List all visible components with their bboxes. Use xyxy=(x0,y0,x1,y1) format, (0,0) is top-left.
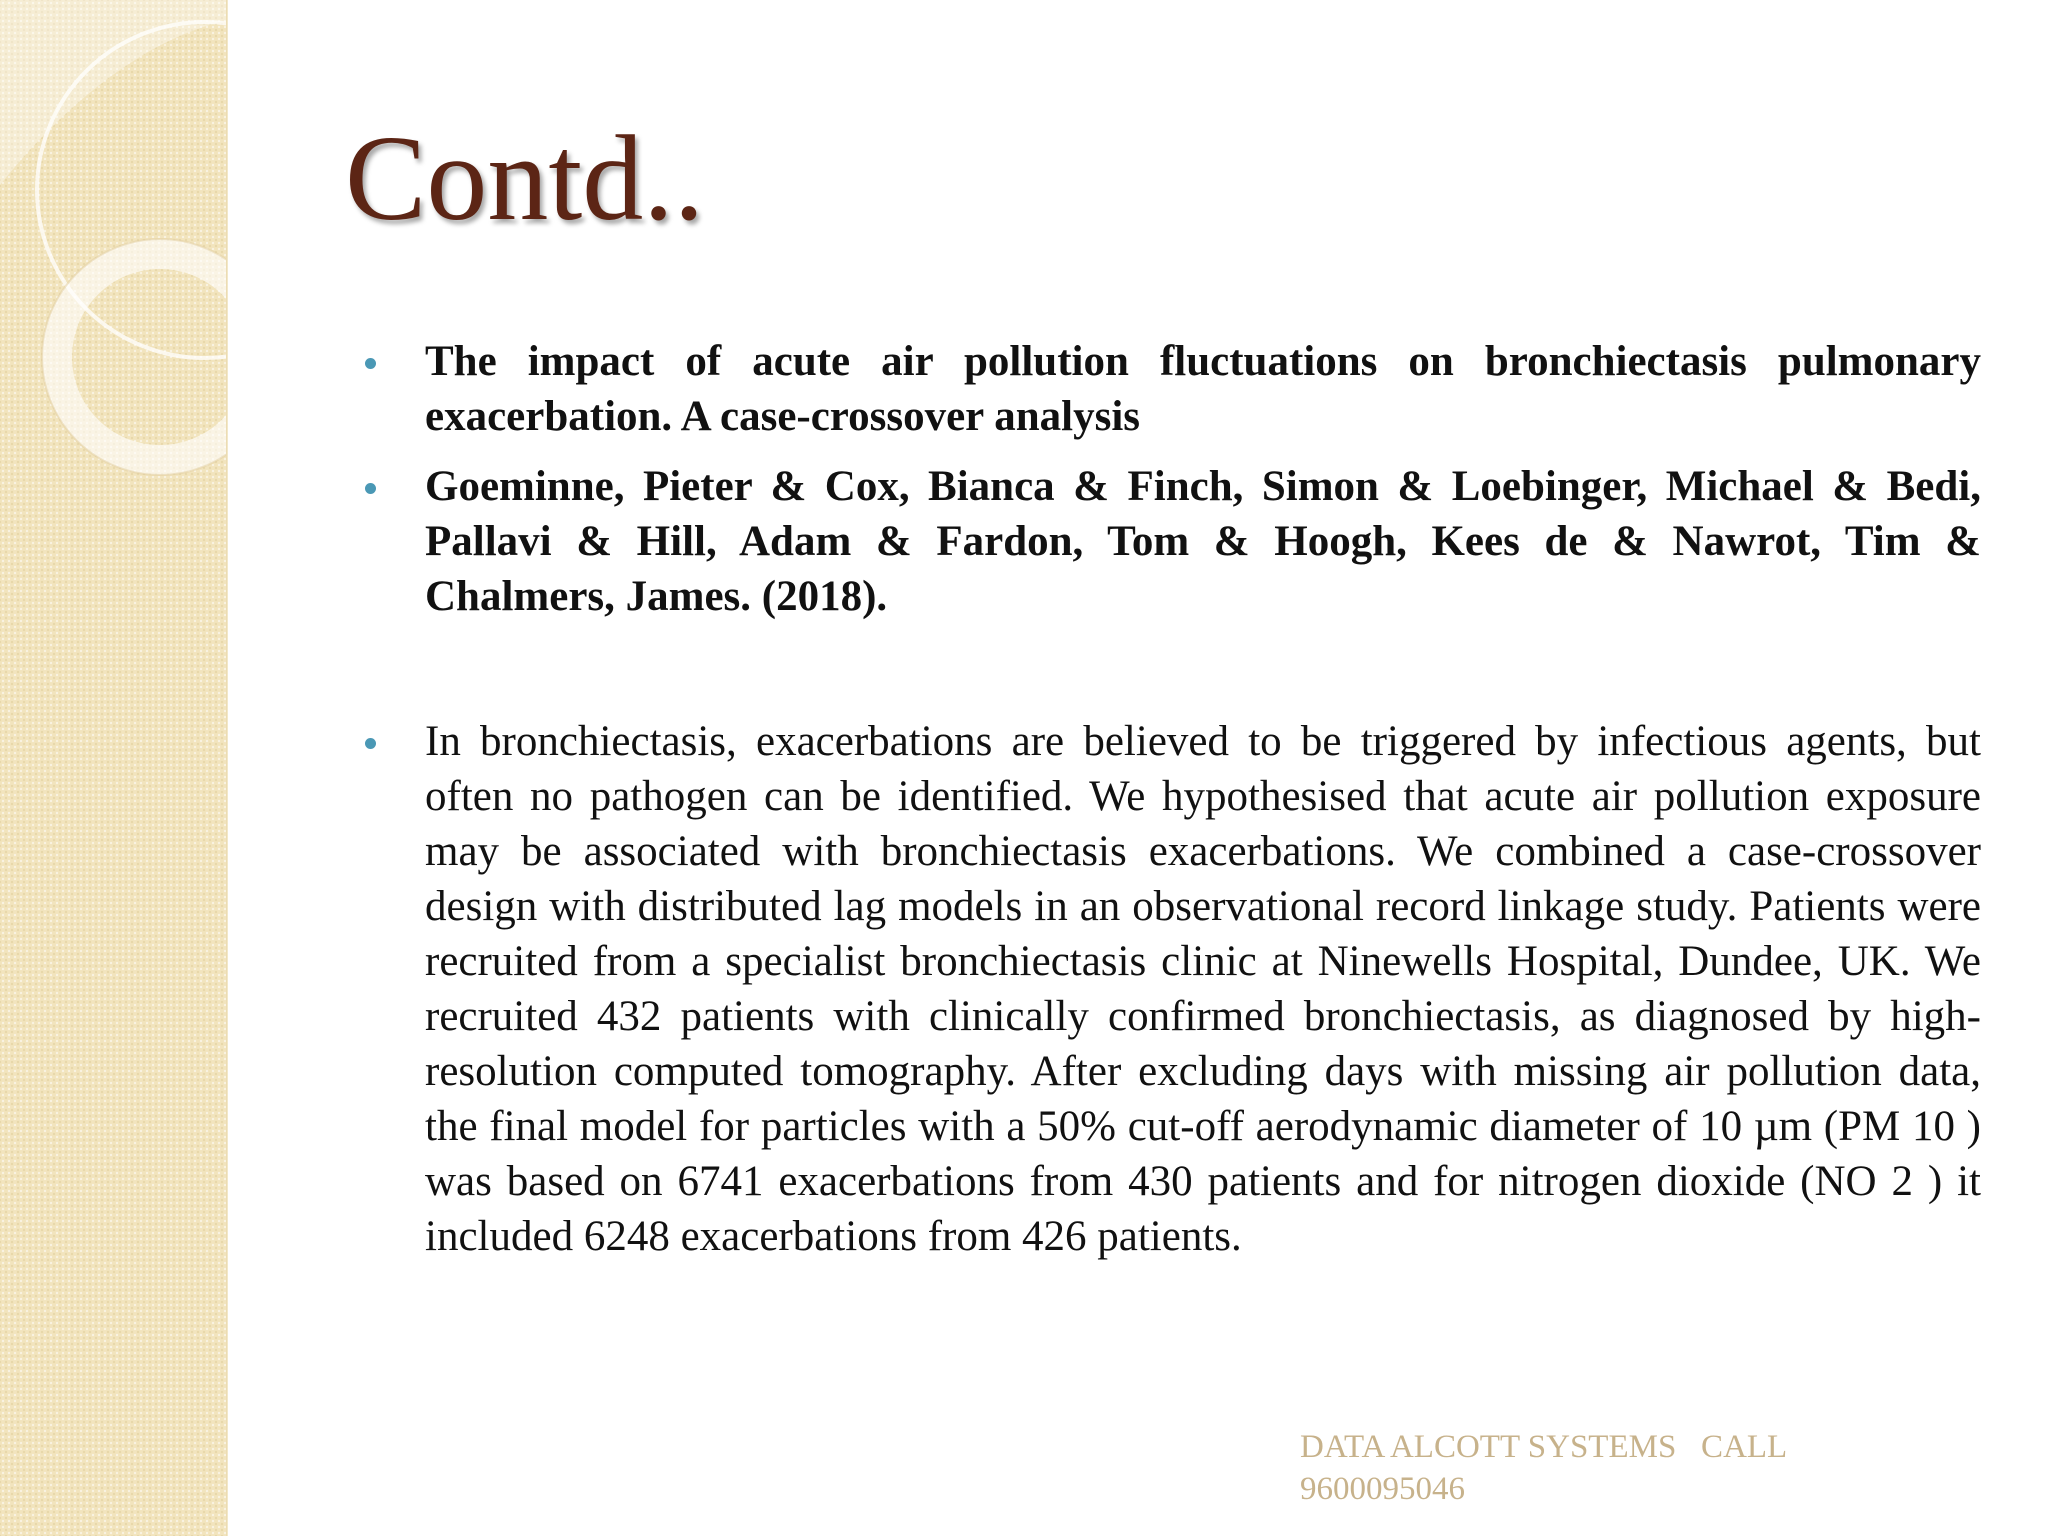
bullet-text: The impact of acute air pollution fluctuations on bronchiectasis pulmonary exacerbation. A case-crossover analysis xyxy=(425,338,1981,440)
decorative-sidebar xyxy=(0,0,228,1536)
bullet-dot-icon xyxy=(365,738,376,749)
decorative-rings xyxy=(0,0,228,1536)
bullet-list xyxy=(365,334,1981,1264)
footer-line-phone: 9600095046 xyxy=(1300,1471,1465,1507)
slide-title: Contd.. xyxy=(345,111,705,246)
bullet-dot-icon xyxy=(365,483,376,494)
bullet-dot-icon xyxy=(365,358,376,369)
footer-line-company: DATA ALCOTT SYSTEMS CALL xyxy=(1300,1429,1788,1465)
bullet-item-authors xyxy=(365,459,1981,624)
bullet-item-paper-title xyxy=(365,334,1981,444)
bullet-text: Goeminne, Pieter & Cox, Bianca & Finch, Simon & Loebinger, Michael & Bedi, Pallavi & Hill, Adam & Fardon, Tom & Hoogh, Kees de & Nawrot, Tim & Chalmers, James. (2018). xyxy=(425,463,1981,620)
footer-watermark xyxy=(1300,1426,1860,1510)
bullet-item-abstract xyxy=(365,714,1981,1264)
bullet-text: In bronchiectasis, exacerbations are believed to be triggered by infectious agents, but often no pathogen can be identified. We hypothesised that acute air pollution exposure may be associated with bronchiectasis exacerbations. We combined a case-crossover design with distributed lag models in an observational record linkage study. Patients were recruited from a specialist bronchiectasis clinic at Ninewells Hospital, Dundee, UK. We recruited 432 patients with clinically confirmed bronchiectasis, as diagnosed by high-resolution computed tomography. After excluding days with missing air pollution data, the final model for particles with a 50% cut-off aerodynamic diameter of 10 µm (PM 10 ) was based on 6741 exacerbations from 430 patients and for nitrogen dioxide (NO 2 ) it included 6248 exacerbations from 426 patients. xyxy=(425,718,1981,1260)
